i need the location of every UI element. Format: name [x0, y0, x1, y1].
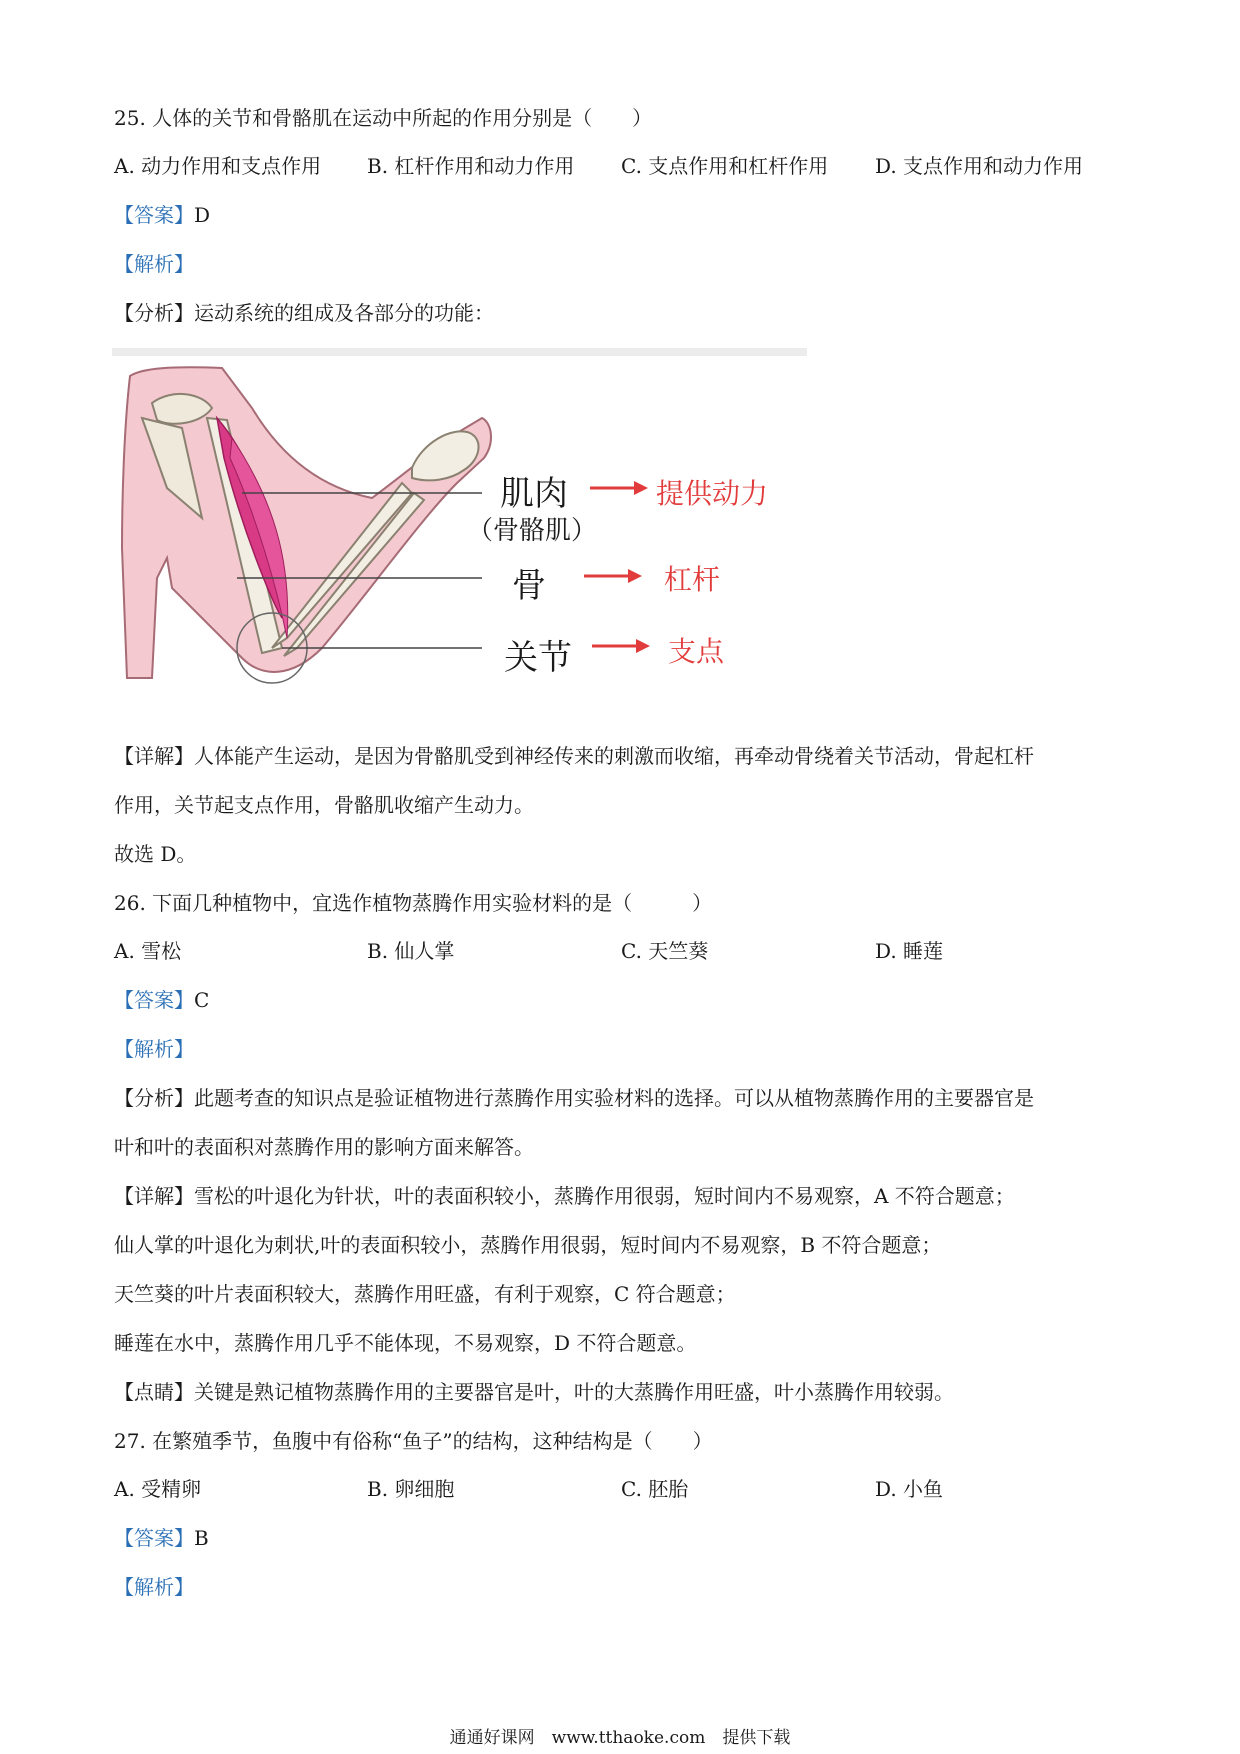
label-bone: 骨 [512, 566, 546, 606]
q25-analysis-tag [114, 250, 194, 278]
q26-answer [114, 986, 209, 1014]
detail-tag: 【详解】 [114, 744, 194, 768]
q26-stem: 26. 下面几种植物中，宜选作植物蒸腾作用实验材料的是（ ） [114, 891, 713, 915]
detail-text: 雪松的叶退化为针状，叶的表面积较小，蒸腾作用很弱，短时间内不易观察，A 不符合题意； [194, 1184, 1015, 1208]
arm-movement-figure [112, 348, 807, 713]
answer-value: B [194, 1526, 209, 1550]
q25-conclusion: 故选 D。 [114, 842, 197, 866]
label-muscle: 肌肉 [500, 474, 568, 514]
label-muscle-sub: （骨骼肌） [467, 516, 598, 546]
q26-detail-3: 天竺葵的叶片表面积较大，蒸腾作用旺盛，有利于观察，C 符合题意； [114, 1282, 736, 1306]
q27-option-d: D. 小鱼 [875, 1477, 944, 1501]
answer-tag: 【答案】 [114, 988, 194, 1012]
detail-tag: 【详解】 [114, 1184, 194, 1208]
analysis-tag: 【解析】 [114, 1037, 194, 1061]
q25-option-b: B. 杠杆作用和动力作用 [367, 154, 575, 178]
q26-fenxi-2: 叶和叶的表面积对蒸腾作用的影响方面来解答。 [114, 1135, 534, 1159]
q25-stem: 25. 人体的关节和骨骼肌在运动中所起的作用分别是（ ） [114, 106, 653, 130]
q26-detail-1 [114, 1182, 1015, 1210]
answer-value: D [194, 203, 211, 227]
q27-option-b: B. 卵细胞 [367, 1477, 455, 1501]
q25-option-c: C. 支点作用和杠杆作用 [621, 154, 829, 178]
label-bone-role: 杠杆 [664, 563, 721, 596]
label-joint: 关节 [504, 638, 572, 678]
q26-detail-2: 仙人掌的叶退化为刺状,叶的表面积较小，蒸腾作用很弱，短时间内不易观察，B 不符合题意； [114, 1233, 942, 1257]
q25-fenxi [114, 299, 494, 327]
answer-tag: 【答案】 [114, 203, 194, 227]
dianjing-tag: 【点睛】 [114, 1380, 194, 1404]
fenxi-text: 运动系统的组成及各部分的功能： [194, 301, 494, 325]
q25-detail-1 [114, 742, 1034, 770]
answer-tag: 【答案】 [114, 1526, 194, 1550]
label-muscle-role: 提供动力 [656, 477, 769, 510]
q25-answer [114, 201, 210, 229]
detail-text: 人体能产生运动，是因为骨骼肌受到神经传来的刺激而收缩，再牵动骨绕着关节活动，骨起杠杆 [194, 744, 1034, 768]
q27-answer [114, 1524, 209, 1552]
q27-stem: 27. 在繁殖季节，鱼腹中有俗称“鱼子”的结构，这种结构是（ ） [114, 1429, 713, 1453]
label-joint-role: 支点 [668, 635, 725, 668]
q25-detail-2: 作用，关节起支点作用，骨骼肌收缩产生动力。 [114, 793, 534, 817]
fenxi-tag: 【分析】 [114, 301, 194, 325]
fenxi-tag: 【分析】 [114, 1086, 194, 1110]
dianjing-text: 关键是熟记植物蒸腾作用的主要器官是叶，叶的大蒸腾作用旺盛，叶小蒸腾作用较弱。 [194, 1380, 954, 1404]
q25-option-a: A. 动力作用和支点作用 [114, 154, 322, 178]
q26-analysis-tag [114, 1035, 194, 1063]
q27-analysis-tag [114, 1573, 194, 1601]
q26-detail-4: 睡莲在水中，蒸腾作用几乎不能体现，不易观察，D 不符合题意。 [114, 1331, 697, 1355]
q27-option-a: A. 受精卵 [114, 1477, 202, 1501]
q26-option-a: A. 雪松 [114, 939, 182, 963]
q26-option-d: D. 睡莲 [875, 939, 944, 963]
q26-option-b: B. 仙人掌 [367, 939, 455, 963]
q25-option-d: D. 支点作用和动力作用 [875, 154, 1084, 178]
answer-value: C [194, 988, 210, 1012]
analysis-tag: 【解析】 [114, 1575, 194, 1599]
q27-option-c: C. 胚胎 [621, 1477, 689, 1501]
page-footer: 通通好课网 www.tthaoke.com 提供下载 [449, 1728, 791, 1748]
q26-option-c: C. 天竺葵 [621, 939, 709, 963]
q26-fenxi-1 [114, 1084, 1034, 1112]
fenxi-text: 此题考查的知识点是验证植物进行蒸腾作用实验材料的选择。可以从植物蒸腾作用的主要器官是 [194, 1086, 1034, 1110]
analysis-tag: 【解析】 [114, 252, 194, 276]
q26-dianjing [114, 1378, 954, 1406]
